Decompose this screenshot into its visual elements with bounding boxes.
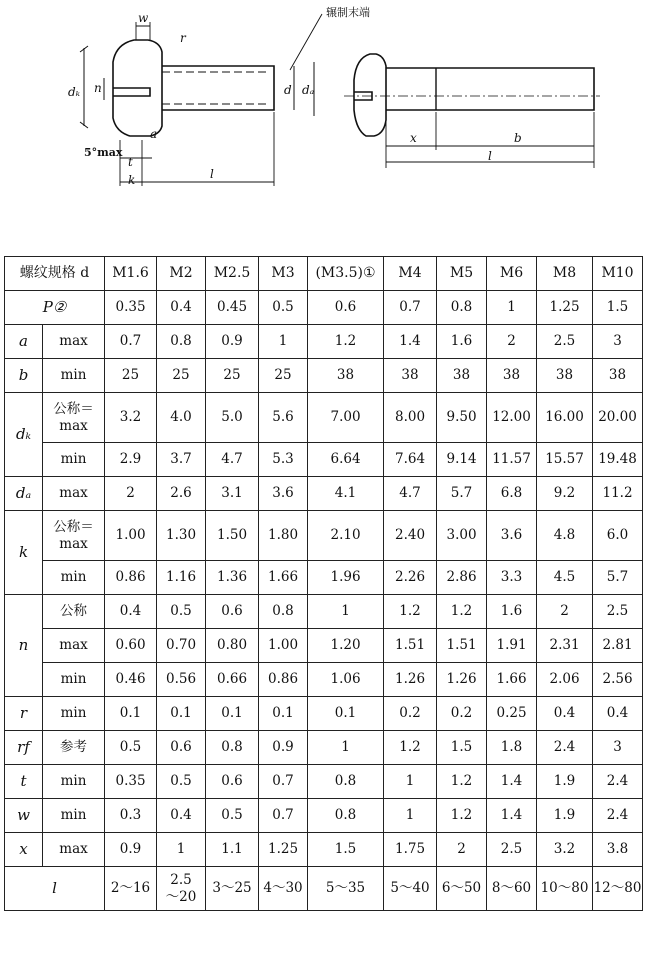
table-cell: 1.4: [384, 325, 437, 359]
table-cell: 2.06: [537, 663, 593, 697]
table-cell: 0.9: [206, 325, 259, 359]
row-symbol: l: [5, 867, 105, 911]
table-cell: 38: [593, 359, 643, 393]
row-qualifier: max: [43, 325, 105, 359]
row-qualifier: min: [43, 697, 105, 731]
table-cell: 1: [384, 765, 437, 799]
table-cell: 1.2: [437, 765, 487, 799]
header-size: M6: [487, 257, 537, 291]
table-cell: 1: [487, 291, 537, 325]
table-cell: 1.80: [259, 511, 308, 561]
table-cell: 20.00: [593, 393, 643, 443]
table-cell: 3.2: [537, 833, 593, 867]
table-cell: 25: [157, 359, 206, 393]
header-size: M8: [537, 257, 593, 291]
table-cell: 4.8: [537, 511, 593, 561]
table-cell: 0.3: [105, 799, 157, 833]
table-cell: 11.57: [487, 443, 537, 477]
row-qualifier: min: [43, 765, 105, 799]
table-cell: 1: [384, 799, 437, 833]
label-d: d: [284, 83, 292, 97]
table-cell: 2.56: [593, 663, 643, 697]
table-cell: 5～35: [308, 867, 384, 911]
table-cell: 3.2: [105, 393, 157, 443]
row-symbol: P②: [5, 291, 105, 325]
table-cell: 5～40: [384, 867, 437, 911]
table-cell: 1.00: [105, 511, 157, 561]
table-row: [5, 663, 643, 697]
table-cell: 2.5: [537, 325, 593, 359]
table-cell: 1.26: [437, 663, 487, 697]
table-cell: 1.66: [259, 561, 308, 595]
table-cell: 1.4: [487, 765, 537, 799]
table-cell: 1.2: [308, 325, 384, 359]
table-row: [5, 561, 643, 595]
table-cell: 1.1: [206, 833, 259, 867]
table-cell: 9.50: [437, 393, 487, 443]
table-cell: 0.6: [157, 731, 206, 765]
table-cell: 1.75: [384, 833, 437, 867]
table-cell: 3.8: [593, 833, 643, 867]
table-cell: 19.48: [593, 443, 643, 477]
table-cell: 4.7: [384, 477, 437, 511]
table-cell: 2.4: [593, 765, 643, 799]
table-cell: 8.00: [384, 393, 437, 443]
table-row: [5, 629, 643, 663]
table-cell: 1.51: [437, 629, 487, 663]
table-cell: 2.10: [308, 511, 384, 561]
table-cell: 9.2: [537, 477, 593, 511]
table-cell: 1.51: [384, 629, 437, 663]
label-end: 辗制末端: [326, 6, 370, 19]
table-cell: 15.57: [537, 443, 593, 477]
table-cell: 0.9: [259, 731, 308, 765]
table-cell: 38: [487, 359, 537, 393]
label-w: w: [138, 11, 149, 25]
table-cell: 0.35: [105, 291, 157, 325]
row-qualifier: max: [43, 477, 105, 511]
table-cell: 0.45: [206, 291, 259, 325]
table-cell: 0.6: [206, 595, 259, 629]
table-row: [5, 477, 643, 511]
row-symbol: w: [5, 799, 43, 833]
table-cell: 0.5: [157, 595, 206, 629]
table-cell: 0.1: [206, 697, 259, 731]
table-cell: 0.4: [537, 697, 593, 731]
table-cell: 0.8: [308, 799, 384, 833]
table-cell: 0.8: [259, 595, 308, 629]
table-cell: 1: [308, 731, 384, 765]
table-cell: 9.14: [437, 443, 487, 477]
table-cell: 2.4: [593, 799, 643, 833]
table-cell: 2.6: [157, 477, 206, 511]
table-cell: 1.16: [157, 561, 206, 595]
header-thread-spec: 螺纹规格 d: [5, 257, 105, 291]
row-qualifier: min: [43, 443, 105, 477]
table-cell: 3: [593, 325, 643, 359]
table-cell: 2.4: [537, 731, 593, 765]
row-symbol: a: [5, 325, 43, 359]
row-qualifier: 参考: [43, 731, 105, 765]
table-row: [5, 833, 643, 867]
table-cell: 2: [537, 595, 593, 629]
table-cell: 0.8: [206, 731, 259, 765]
table-cell: 11.2: [593, 477, 643, 511]
table-cell: 1: [157, 833, 206, 867]
table-cell: 0.4: [157, 291, 206, 325]
table-cell: 0.8: [157, 325, 206, 359]
screw-technical-drawing: [0, 0, 650, 240]
row-qualifier: max: [43, 833, 105, 867]
table-cell: 7.00: [308, 393, 384, 443]
table-cell: 4.7: [206, 443, 259, 477]
table-cell: 0.8: [437, 291, 487, 325]
table-cell: 1.5: [437, 731, 487, 765]
table-cell: 0.5: [206, 799, 259, 833]
header-size: M2.5: [206, 257, 259, 291]
table-row: [5, 799, 643, 833]
table-cell: 1.26: [384, 663, 437, 697]
table-cell: 0.35: [105, 765, 157, 799]
table-cell: 3: [593, 731, 643, 765]
table-cell: 12.00: [487, 393, 537, 443]
row-symbol: dₖ: [5, 393, 43, 477]
row-qualifier: 公称＝ max: [43, 393, 105, 443]
table-cell: 25: [206, 359, 259, 393]
table-cell: 2.9: [105, 443, 157, 477]
table-cell: 0.80: [206, 629, 259, 663]
table-cell: 2.5 ～20: [157, 867, 206, 911]
table-cell: 0.25: [487, 697, 537, 731]
row-qualifier: 公称: [43, 595, 105, 629]
table-cell: 1.2: [437, 799, 487, 833]
label-r: r: [180, 31, 186, 45]
table-cell: 0.66: [206, 663, 259, 697]
table-cell: 0.5: [105, 731, 157, 765]
table-cell: 5.0: [206, 393, 259, 443]
table-cell: 0.46: [105, 663, 157, 697]
table-cell: 16.00: [537, 393, 593, 443]
table-cell: 2～16: [105, 867, 157, 911]
label-a: a: [150, 127, 158, 141]
table-cell: 0.70: [157, 629, 206, 663]
table-cell: 6～50: [437, 867, 487, 911]
table-cell: 0.86: [259, 663, 308, 697]
table-cell: 1: [259, 325, 308, 359]
table-cell: 1.06: [308, 663, 384, 697]
table-cell: 5.3: [259, 443, 308, 477]
table-cell: 4.5: [537, 561, 593, 595]
table-cell: 0.1: [105, 697, 157, 731]
table-cell: 0.56: [157, 663, 206, 697]
table-cell: 0.2: [384, 697, 437, 731]
table-cell: 1.2: [384, 731, 437, 765]
table-cell: 1.36: [206, 561, 259, 595]
label-l: l: [210, 167, 214, 181]
table-cell: 38: [308, 359, 384, 393]
label-dk: dₖ: [68, 85, 81, 99]
table-cell: 12～80: [593, 867, 643, 911]
table-cell: 1.5: [593, 291, 643, 325]
table-cell: 0.6: [308, 291, 384, 325]
label-t: t: [128, 155, 133, 169]
table-cell: 1: [308, 595, 384, 629]
row-symbol: dₐ: [5, 477, 43, 511]
header-size: M5: [437, 257, 487, 291]
table-cell: 0.7: [384, 291, 437, 325]
table-cell: 2: [487, 325, 537, 359]
table-cell: 4～30: [259, 867, 308, 911]
table-row: [5, 697, 643, 731]
table-cell: 1.5: [308, 833, 384, 867]
table-cell: 38: [437, 359, 487, 393]
table-cell: 25: [105, 359, 157, 393]
table-cell: 0.9: [105, 833, 157, 867]
table-cell: 3.6: [259, 477, 308, 511]
header-size: M3: [259, 257, 308, 291]
table-cell: 1.6: [487, 595, 537, 629]
table-cell: 38: [537, 359, 593, 393]
table-cell: 3.1: [206, 477, 259, 511]
table-cell: 2.81: [593, 629, 643, 663]
table-cell: 2.5: [487, 833, 537, 867]
table-cell: 2: [105, 477, 157, 511]
table-cell: 0.6: [206, 765, 259, 799]
row-qualifier: min: [43, 359, 105, 393]
header-size: (M3.5)①: [308, 257, 384, 291]
label-k: k: [128, 173, 136, 187]
table-row: [5, 359, 643, 393]
table-cell: 3.3: [487, 561, 537, 595]
table-row: [5, 393, 643, 443]
label-l2: l: [488, 149, 492, 163]
table-cell: 38: [384, 359, 437, 393]
table-cell: 5.6: [259, 393, 308, 443]
label-b: b: [514, 131, 522, 145]
table-row: [5, 325, 643, 359]
table-cell: 2.26: [384, 561, 437, 595]
table-row: [5, 765, 643, 799]
table-cell: 1.25: [537, 291, 593, 325]
row-qualifier: 公称＝ max: [43, 511, 105, 561]
table-row: [5, 595, 643, 629]
row-qualifier: max: [43, 629, 105, 663]
spec-table: [4, 256, 643, 911]
label-n: n: [94, 81, 102, 95]
label-x: x: [410, 131, 417, 145]
header-size: M4: [384, 257, 437, 291]
row-qualifier: min: [43, 663, 105, 697]
table-cell: 1.2: [384, 595, 437, 629]
table-row: [5, 867, 643, 911]
table-cell: 0.1: [157, 697, 206, 731]
table-cell: 1.20: [308, 629, 384, 663]
table-cell: 1.4: [487, 799, 537, 833]
table-cell: 3.00: [437, 511, 487, 561]
table-cell: 0.4: [593, 697, 643, 731]
table-cell: 7.64: [384, 443, 437, 477]
header-size: M2: [157, 257, 206, 291]
table-cell: 1.50: [206, 511, 259, 561]
table-cell: 0.5: [157, 765, 206, 799]
table-cell: 3.7: [157, 443, 206, 477]
table-cell: 2.40: [384, 511, 437, 561]
label-da: dₐ: [302, 83, 315, 97]
table-cell: 1.2: [437, 595, 487, 629]
header-size: M10: [593, 257, 643, 291]
row-symbol: k: [5, 511, 43, 595]
header-size: M1.6: [105, 257, 157, 291]
row-symbol: r: [5, 697, 43, 731]
table-cell: 8～60: [487, 867, 537, 911]
table-cell: 1.66: [487, 663, 537, 697]
table-cell: 2.86: [437, 561, 487, 595]
table-cell: 1.91: [487, 629, 537, 663]
table-cell: 1.9: [537, 799, 593, 833]
table-cell: 1.30: [157, 511, 206, 561]
table-cell: 0.4: [105, 595, 157, 629]
table-header-row: [5, 257, 643, 291]
table-row: [5, 291, 643, 325]
table-cell: 0.86: [105, 561, 157, 595]
table-row: [5, 443, 643, 477]
table-cell: 1.96: [308, 561, 384, 595]
table-cell: 0.5: [259, 291, 308, 325]
row-symbol: b: [5, 359, 43, 393]
table-cell: 0.7: [259, 765, 308, 799]
row-symbol: t: [5, 765, 43, 799]
table-cell: 2: [437, 833, 487, 867]
table-cell: 4.0: [157, 393, 206, 443]
table-cell: 6.8: [487, 477, 537, 511]
row-symbol: rf: [5, 731, 43, 765]
label-5deg: 5°max: [84, 146, 123, 159]
table-cell: 5.7: [593, 561, 643, 595]
table-cell: 0.8: [308, 765, 384, 799]
table-row: [5, 511, 643, 561]
table-cell: 10～80: [537, 867, 593, 911]
table-cell: 6.0: [593, 511, 643, 561]
table-cell: 0.4: [157, 799, 206, 833]
row-qualifier: min: [43, 799, 105, 833]
table-cell: 1.8: [487, 731, 537, 765]
table-cell: 6.64: [308, 443, 384, 477]
row-symbol: n: [5, 595, 43, 697]
table-cell: 1.9: [537, 765, 593, 799]
table-cell: 0.2: [437, 697, 487, 731]
table-cell: 3.6: [487, 511, 537, 561]
table-cell: 1.00: [259, 629, 308, 663]
table-cell: 0.7: [105, 325, 157, 359]
table-row: [5, 731, 643, 765]
table-cell: 25: [259, 359, 308, 393]
table-cell: 0.60: [105, 629, 157, 663]
table-cell: 3～25: [206, 867, 259, 911]
table-cell: 5.7: [437, 477, 487, 511]
table-cell: 2.5: [593, 595, 643, 629]
table-cell: 1.6: [437, 325, 487, 359]
table-cell: 0.1: [259, 697, 308, 731]
table-cell: 0.7: [259, 799, 308, 833]
table-cell: 1.25: [259, 833, 308, 867]
row-symbol: x: [5, 833, 43, 867]
row-qualifier: min: [43, 561, 105, 595]
table-cell: 2.31: [537, 629, 593, 663]
table-cell: 0.1: [308, 697, 384, 731]
table-cell: 4.1: [308, 477, 384, 511]
